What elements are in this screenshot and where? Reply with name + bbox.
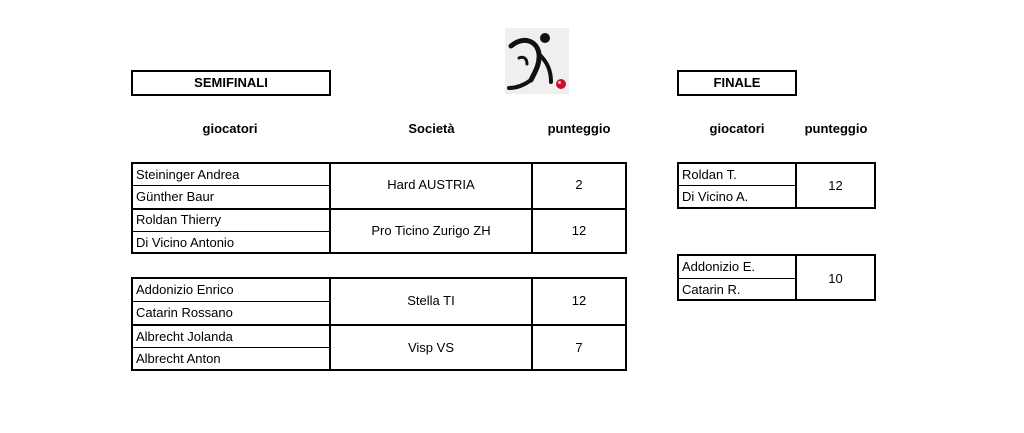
semifinal-score-header: punteggio bbox=[547, 121, 611, 136]
player-name: Di Vicino A. bbox=[682, 189, 749, 204]
divider bbox=[533, 324, 625, 326]
club-name: Stella TI bbox=[407, 293, 455, 308]
score-value: 7 bbox=[575, 340, 583, 355]
semifinali-header: SEMIFINALI bbox=[131, 70, 331, 96]
semifinal-club-header: Società bbox=[408, 121, 455, 136]
semifinal-club-box bbox=[329, 162, 533, 254]
divider bbox=[533, 208, 625, 210]
player-name: Roldan Thierry bbox=[136, 212, 222, 227]
final-players-header: giocatori bbox=[709, 121, 765, 136]
club-name: Visp VS bbox=[407, 340, 454, 355]
player-name: Addonizio E. bbox=[682, 259, 755, 274]
player-name: Albrecht Jolanda bbox=[136, 329, 233, 344]
score-value: 12 bbox=[571, 293, 587, 308]
semifinal-club-box bbox=[329, 277, 533, 371]
final-score-header: punteggio bbox=[804, 121, 868, 136]
semifinal-players-header: giocatori bbox=[202, 121, 258, 136]
club-name: Pro Ticino Zurigo ZH bbox=[371, 223, 491, 238]
semifinal-score-box bbox=[531, 277, 627, 371]
finale-header: FINALE bbox=[677, 70, 797, 96]
score-value: 10 bbox=[828, 271, 843, 286]
player-name: Catarin R. bbox=[682, 282, 741, 297]
player-name: Günther Baur bbox=[136, 189, 215, 204]
player-name: Albrecht Anton bbox=[136, 351, 221, 366]
final-players-box bbox=[677, 254, 797, 301]
player-name: Steininger Andrea bbox=[136, 167, 240, 182]
divider bbox=[331, 208, 531, 210]
player-name: Roldan T. bbox=[682, 167, 737, 182]
score-value: 12 bbox=[828, 178, 843, 193]
divider bbox=[331, 324, 531, 326]
final-score-box bbox=[795, 254, 876, 301]
player-name: Addonizio Enrico bbox=[136, 282, 234, 297]
player-name: Di Vicino Antonio bbox=[136, 235, 235, 250]
semifinal-score-box bbox=[531, 162, 627, 254]
final-players-box bbox=[677, 162, 797, 209]
club-name: Hard AUSTRIA bbox=[387, 177, 475, 192]
score-value: 12 bbox=[571, 223, 587, 238]
semifinal-players-box bbox=[131, 162, 331, 254]
player-name: Catarin Rossano bbox=[136, 305, 233, 320]
score-value: 2 bbox=[575, 177, 583, 192]
bocce-player-icon bbox=[505, 28, 569, 94]
final-score-box bbox=[795, 162, 876, 209]
semifinal-players-box bbox=[131, 277, 331, 371]
